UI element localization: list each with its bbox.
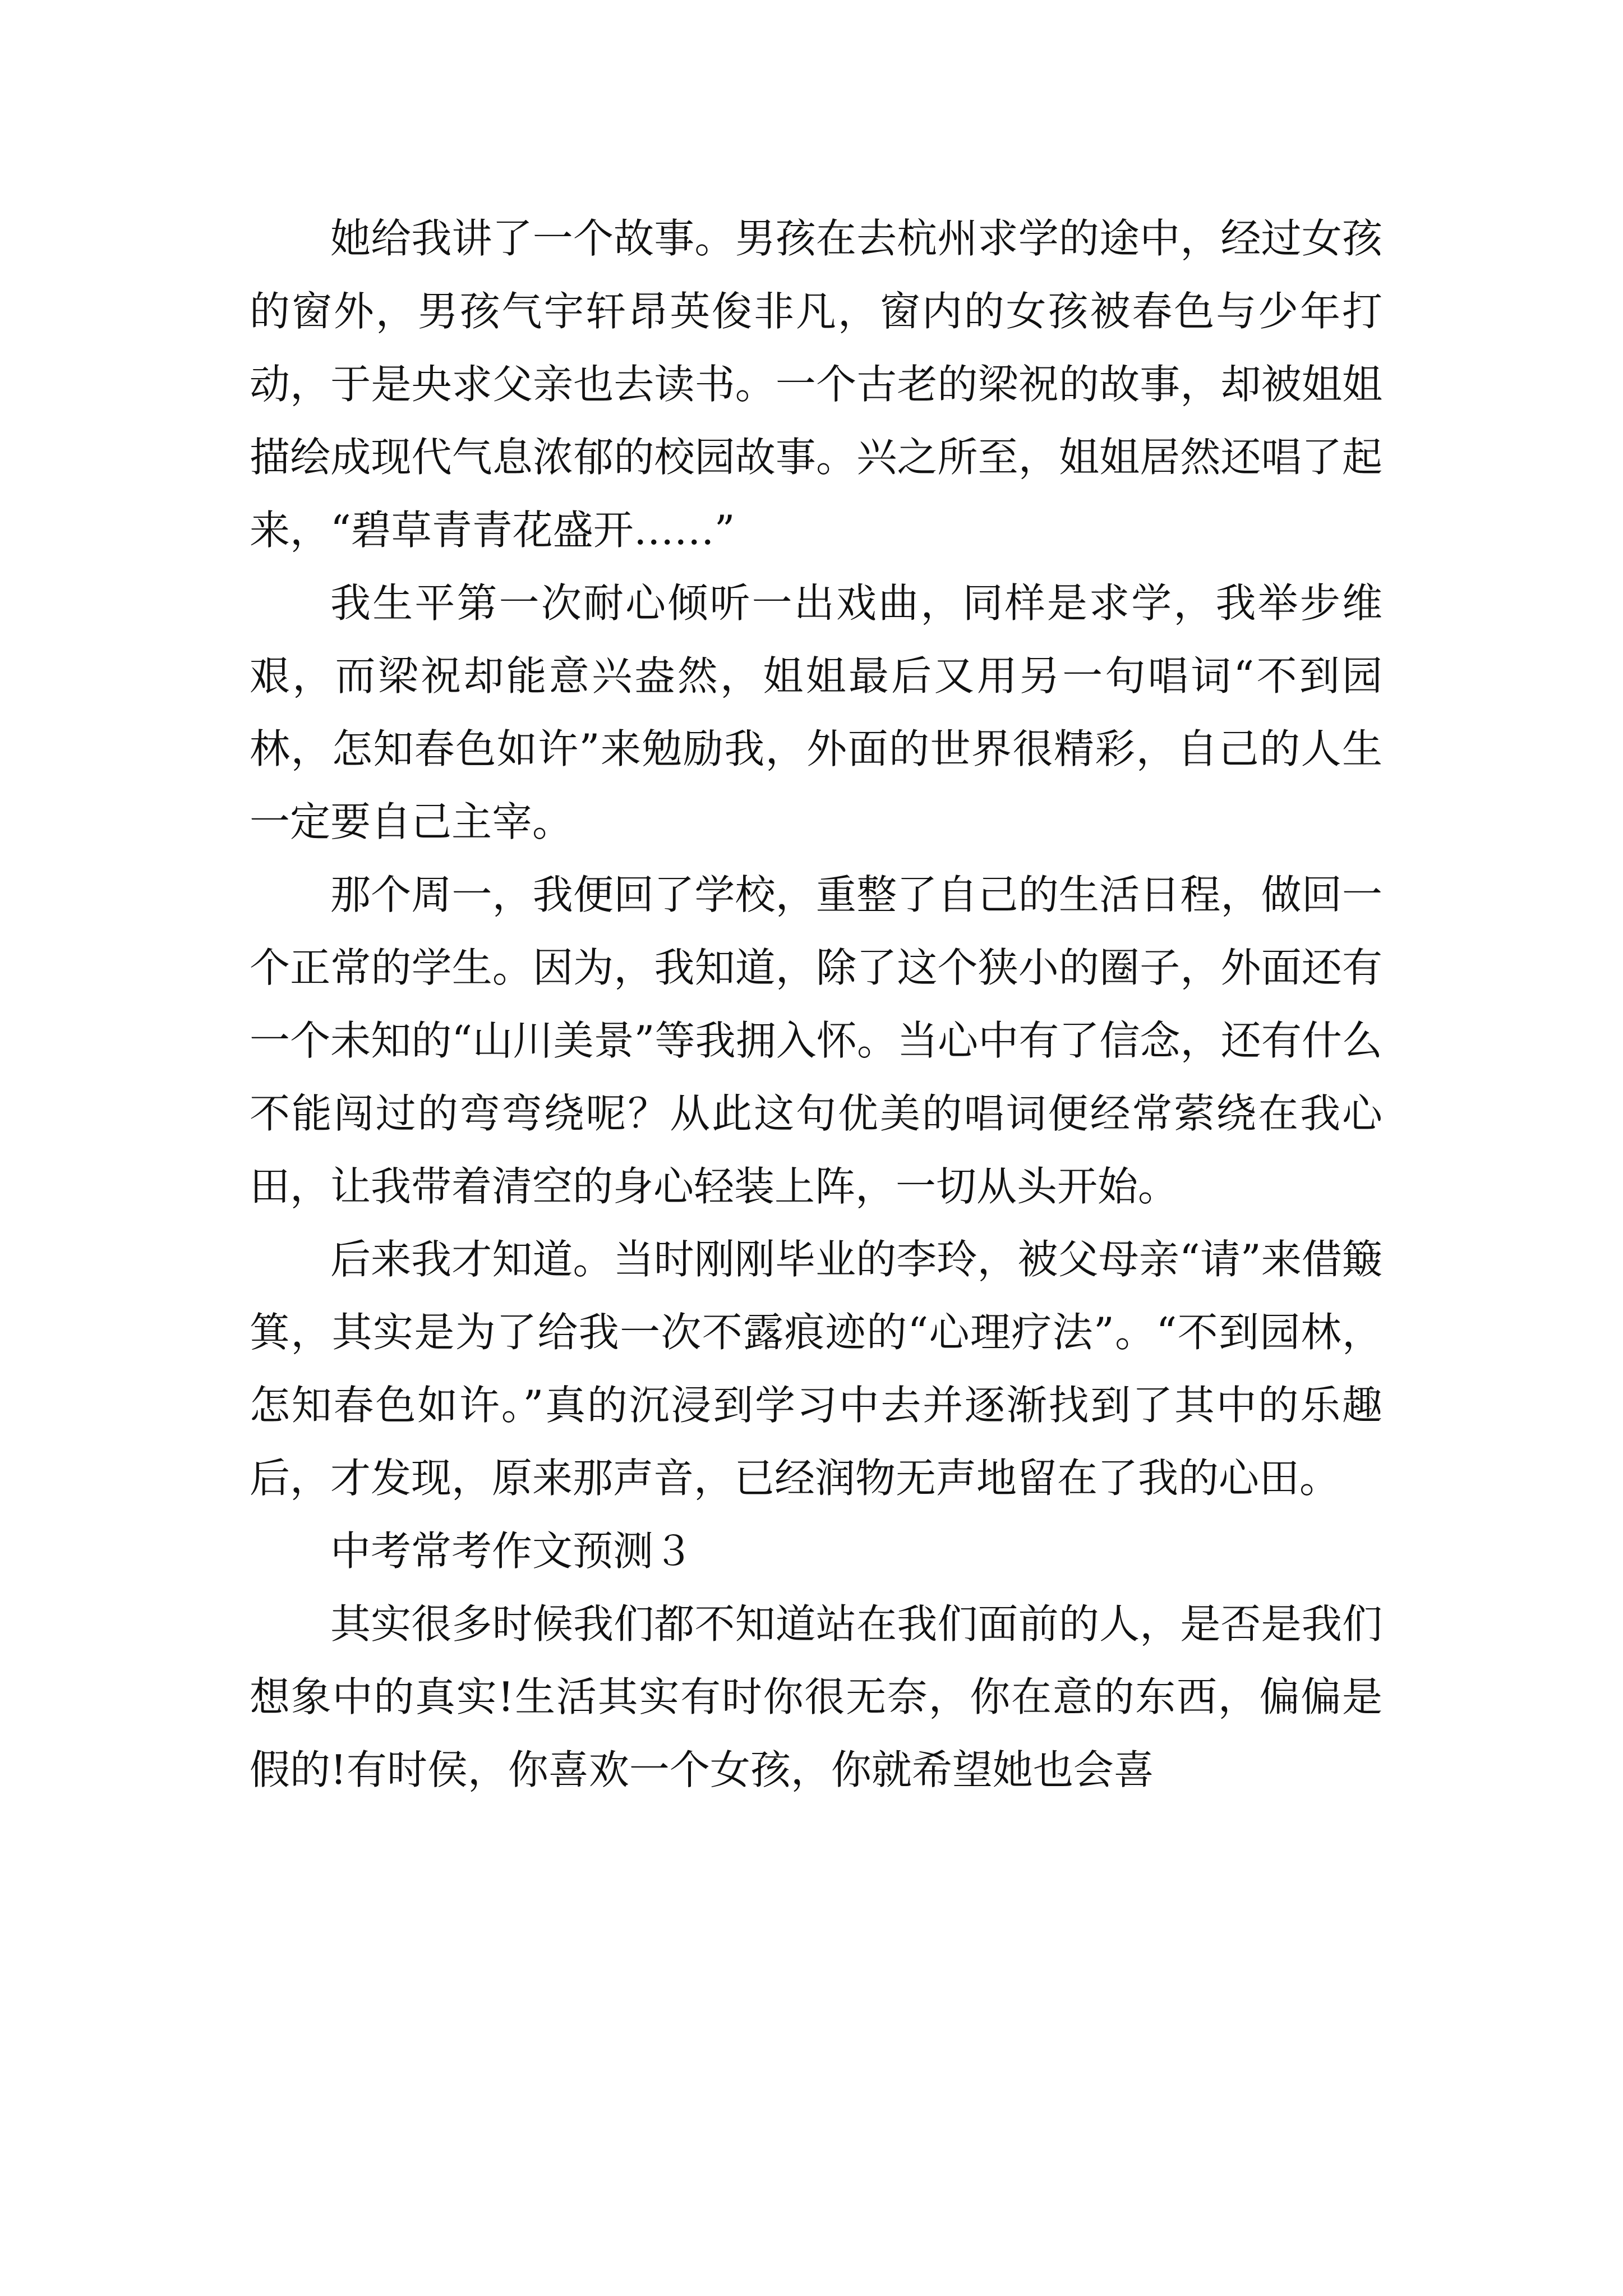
- paragraph-3: 那个周一，我便回了学校，重整了自己的生活日程，做回一个正常的学生。因为，我知道，除了这个狭小的圈子，外面还有一个未知的“山川美景”等我拥入怀。当心中有了信念，还有什么不能闯过的弯弯绕呢？从此这句优美的唱词便经常萦绕在我心田，让我带着清空的身心轻装上阵，一切从头开始。: [250, 871, 1382, 1210]
- paragraph-5: 其实很多时候我们都不知道站在我们面前的人，是否是我们想象中的真实!生活其实有时你很无奈，你在意的东西，偏偏是假的!有时侯，你喜欢一个女孩，你就希望她也会喜: [250, 1600, 1382, 1793]
- paragraph-2: 我生平第一次耐心倾听一出戏曲，同样是求学，我举步维艰，而梁祝却能意兴盎然，姐姐最后又用另一句唱词“不到园林，怎知春色如许”来勉励我，外面的世界很精彩，自己的人生一定要自己主宰。: [250, 579, 1382, 845]
- paragraph-4: 后来我才知道。当时刚刚毕业的李玲，被父母亲“请”来借簸箕，其实是为了给我一次不露痕迹的“心理疗法”。“不到园林，怎知春色如许。”真的沉浸到学习中去并逐渐找到了其中的乐趣后，才发现，原来那声音，已经润物无声地留在了我的心田。: [250, 1236, 1382, 1502]
- section-heading: 中考常考作文预测３: [330, 1527, 694, 1575]
- paragraph-1: 她给我讲了一个故事。男孩在去杭州求学的途中，经过女孩的窗外，男孩气宇轩昂英俊非凡，窗内的女孩被春色与少年打动，于是央求父亲也去读书。一个古老的梁祝的故事，却被姐姐描绘成现代气息浓郁的校园故事。兴之所至，姐姐居然还唱了起来，“碧草青青花盛开……”: [250, 215, 1382, 554]
- document-body: [250, 202, 1382, 1806]
